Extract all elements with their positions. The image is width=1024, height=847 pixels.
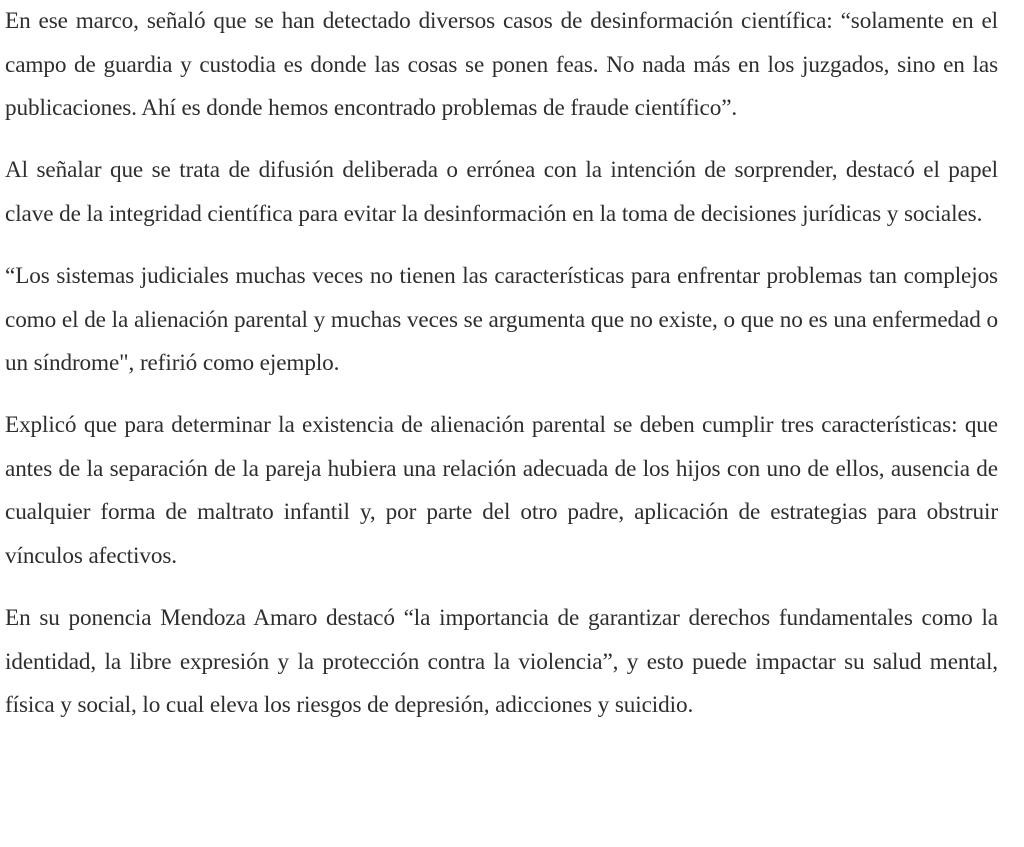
article-paragraph: En ese marco, señaló que se han detectado diversos casos de desinformación científica: “solamente en el campo de guardia y custodia es donde las cosas se ponen feas. No nada más en los juzgados, sino en las publicaciones. Ahí es donde hemos encontrado problemas de fraude científico”.: [5, 8, 998, 122]
article-body: [5, 0, 998, 728]
article-paragraph: Al señalar que se trata de difusión deliberada o errónea con la intención de sorprender, destacó el papel clave de la integridad científica para evitar la desinformación en la toma de decisiones jurídicas y sociales.: [5, 157, 998, 227]
article-paragraph: Explicó que para determinar la existencia de alienación parental se deben cumplir tres características: que antes de la separación de la pareja hubiera una relación adecuada de los hijos con uno de ellos, ausencia de cualquier forma de maltrato infantil y, por parte del otro padre, aplicación de estrategias para obstruir vínculos afectivos.: [5, 412, 998, 570]
article-paragraph: “Los sistemas judiciales muchas veces no tienen las características para enfrentar problemas tan complejos como el de la alienación parental y muchas veces se argumenta que no existe, o que no es una enfermedad o un síndrome", refirió como ejemplo.: [5, 262, 998, 377]
article-paragraph: En su ponencia Mendoza Amaro destacó “la importancia de garantizar derechos fundamentales como la identidad, la libre expresión y la protección contra la violencia”, y esto puede impactar su salud mental, física y social, lo cual eleva los riesgos de depresión, adicciones y suicidio.: [5, 605, 998, 719]
